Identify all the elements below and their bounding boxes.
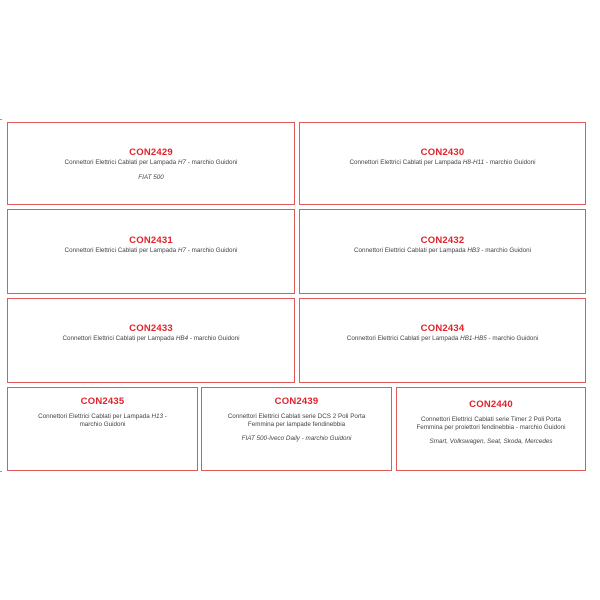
product-card-con2432[interactable]	[299, 209, 586, 294]
product-description: Connettori Elettrici Cablati serie DCS 2 Poli Porta Femmina per lampade fendinebbia	[227, 413, 366, 428]
product-card-con2439[interactable]	[201, 387, 392, 471]
product-description: Connettori Elettrici Cablati per Lampada HB1-HB5 - marchio Guidoni	[346, 335, 539, 342]
product-description: Connettori Elettrici Cablati per Lampada HB3 - marchio Guidoni	[353, 247, 532, 254]
product-vehicle-note: Smart, Volkswagen, Seat, Skoda, Mercedes	[429, 438, 553, 445]
product-code: CON2433	[129, 323, 173, 334]
product-card-con2430[interactable]	[299, 122, 586, 205]
product-description: Connettori Elettrici Cablati per Lampada H7 - marchio Guidoni	[64, 159, 238, 166]
product-description: Connettori Elettrici Cablati per Lampada H13 - marchio Guidoni	[38, 413, 167, 428]
product-code: CON2431	[129, 235, 173, 246]
product-description: Connettori Elettrici Cablati per Lampada HB4 - marchio Guidoni	[62, 335, 240, 342]
product-code: CON2434	[420, 323, 465, 334]
product-description: Connettori Elettrici Cablati serie Timer 2 Poli Porta Femmina per proiettori fendinebbia - marchio Guidoni	[416, 416, 566, 431]
product-code: CON2440	[469, 399, 513, 410]
product-code: CON2439	[274, 396, 319, 407]
product-card-con2431[interactable]	[7, 209, 295, 294]
product-vehicle-note: FIAT 500-Iveco Daily - marchio Guidoni	[241, 435, 352, 442]
product-vehicle-note: FIAT 500	[138, 174, 164, 181]
product-description: Connettori Elettrici Cablati per Lampada H7 - marchio Guidoni	[64, 247, 238, 254]
product-card-con2434[interactable]	[299, 298, 586, 383]
edge-marker	[0, 119, 2, 120]
product-card-con2429[interactable]	[7, 122, 295, 205]
product-card-con2440[interactable]	[396, 387, 586, 471]
product-card-con2433[interactable]	[7, 298, 295, 383]
product-card-con2435[interactable]	[7, 387, 198, 471]
product-code: CON2432	[420, 235, 465, 246]
product-code: CON2430	[420, 147, 465, 158]
product-code: CON2429	[129, 147, 173, 158]
product-description: Connettori Elettrici Cablati per Lampada H8-H11 - marchio Guidoni	[349, 159, 536, 166]
edge-marker	[0, 471, 2, 472]
product-code: CON2435	[80, 396, 125, 407]
